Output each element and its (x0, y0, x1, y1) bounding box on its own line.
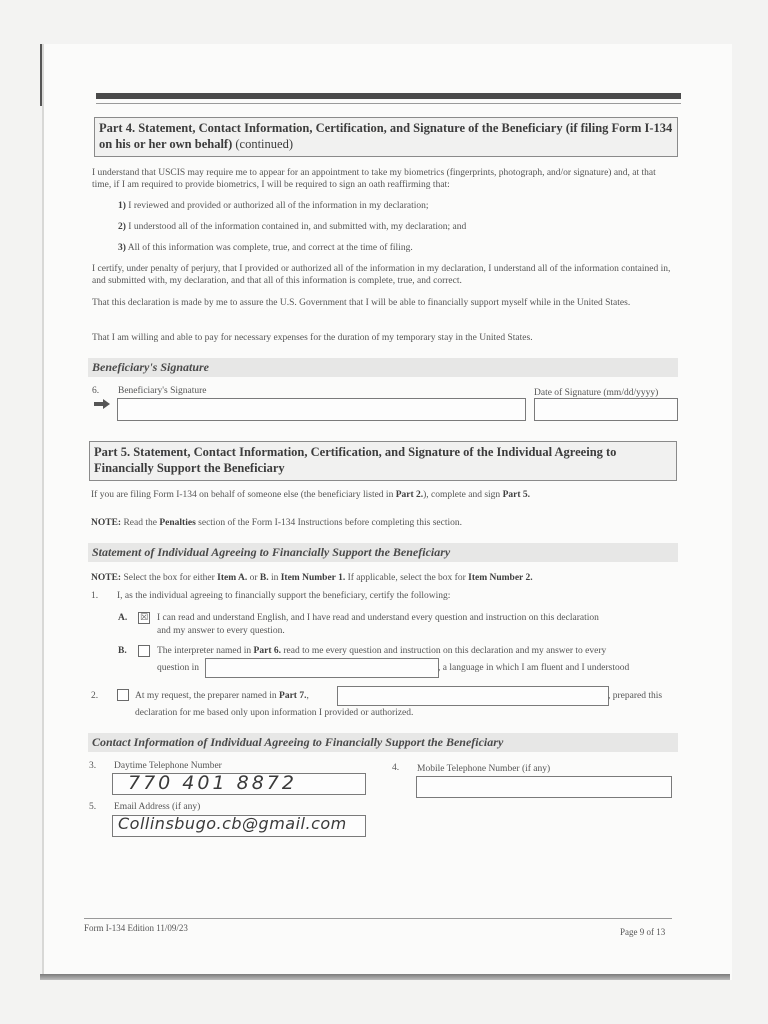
date-of-signature-label: Date of Signature (mm/dd/yyyy) (534, 388, 659, 398)
option-b-label (118, 645, 127, 657)
note-h: Item Number 2. (468, 573, 533, 583)
oath-item-2 (118, 221, 678, 233)
note-label: NOTE: (91, 573, 122, 583)
part5-intro-a: If you are filing Form I-134 on behalf of someone else (the beneficiary listed in (91, 490, 396, 500)
part4-title-suffix: (continued) (235, 137, 293, 151)
email-label: Email Address (if any) (114, 802, 201, 812)
sign-here-arrow-icon (94, 399, 110, 409)
page-bottom-edge (40, 974, 730, 980)
mobile-label: Mobile Telephone Number (if any) (417, 764, 551, 774)
item1-num: 1. (91, 591, 99, 601)
part4-intro: I understand that USCIS may require me to appear for an appointment to take my biometrics (fingerprints, photograph, and/or signature) and, at that time, if I am required to provide biometrics, I will be required to sign an oath reaffirming that: (92, 168, 656, 190)
b-text-1c: read to me every question and instruction on this declaration and my answer to every (280, 646, 607, 656)
header-rule (96, 93, 681, 99)
contact-heading: Contact Information of Individual Agreeing to Financially Support the Beneficiary (88, 733, 678, 752)
option-b-text-2a: question in (157, 663, 199, 673)
header-rule-thin (96, 103, 681, 104)
item2-c: , (306, 691, 309, 701)
note-c: section of the Form I-134 Instructions before completing this section. (195, 518, 462, 528)
phone-label: Daytime Telephone Number (114, 761, 222, 771)
option-a-letter: A. (118, 613, 128, 623)
option-a-label (118, 612, 127, 624)
part5-intro-c: ), complete and sign (423, 490, 503, 500)
item2-a: At my request, the preparer named in (135, 691, 280, 701)
email-value: Collinsbugo.cb@gmail.com (118, 814, 347, 833)
oath-item-1 (118, 200, 678, 212)
part5-title-box (89, 441, 677, 481)
b-text-1a: The interpreter named in (157, 646, 254, 656)
item2-text-e: declaration for me based only upon information I provided or authorized. (135, 708, 414, 718)
page-edge (40, 44, 42, 106)
certify-statement: I certify, under penalty of perjury, that I provided or authorized all of the information in my declaration, I understand all of the information contained in, and submitted with, my declaration, and that all of this information is complete, true, and correct. (92, 264, 671, 286)
part4-title-box (94, 117, 678, 157)
declaration-statement: That this declaration is made by me to assure the U.S. Government that I will be able to financially support myself while in the United States. (92, 298, 631, 308)
oath-item-text: I reviewed and provided or authorized all of the information in my declaration; (128, 201, 429, 211)
note-b: Penalties (159, 518, 196, 528)
option-a-text-2: and my answer to every question. (157, 626, 285, 636)
note-f: Item Number 1. (280, 573, 346, 583)
b-text-1b: Part 6. (253, 646, 281, 656)
oath-item-num: 2) (118, 222, 126, 232)
item2-text-a (135, 690, 309, 702)
item2-text-d: , prepared this (608, 691, 663, 701)
footer-page-number: Page 9 of 13 (620, 927, 666, 937)
note-b: Item A. (217, 573, 248, 583)
interpreter-language-field[interactable] (205, 658, 439, 678)
note-a: Read the (123, 518, 160, 528)
oath-item-3 (118, 242, 678, 254)
part5-intro-b: Part 2. (395, 490, 424, 500)
preparer-name-field[interactable] (337, 686, 609, 706)
item2-num: 2. (91, 691, 99, 701)
oath-item-num: 1) (118, 201, 126, 211)
option-b-checkbox[interactable] (138, 645, 150, 657)
email-num: 5. (89, 802, 97, 812)
note-label: NOTE: (91, 518, 122, 528)
daytime-phone-value: 770 401 8872 (128, 772, 297, 794)
signature-item-num: 6. (92, 386, 100, 396)
oath-item-num: 3) (118, 243, 126, 253)
option-b-text-2b: , a language in which I am fluent and I understood (438, 663, 630, 673)
note-e: in (268, 573, 281, 583)
statement-heading: Statement of Individual Agreeing to Financially Support the Beneficiary (88, 543, 678, 562)
option-b-letter: B. (118, 646, 127, 656)
oath-item-text: All of this information was complete, true, and correct at the time of filing. (127, 243, 413, 253)
item2-checkbox[interactable] (117, 689, 129, 701)
phone-num: 3. (89, 761, 97, 771)
note-g: If applicable, select the box for (345, 573, 469, 583)
part5-title: Part 5. Statement, Contact Information, Certification, and Signature of the Individual Agreeing to Financially Support the Beneficiary (94, 445, 617, 475)
option-b-text-1 (157, 645, 679, 657)
signature-label: Beneficiary's Signature (118, 386, 207, 396)
note-d: B. (259, 573, 269, 583)
mobile-phone-field[interactable] (416, 776, 672, 798)
oath-item-text: I understood all of the information contained in, and submitted with, my declaration; and (128, 222, 467, 232)
part5-note (91, 517, 681, 529)
note-c: or (247, 573, 260, 583)
willing-statement: That I am willing and able to pay for necessary expenses for the duration of my temporary stay in the United States. (92, 333, 533, 343)
option-a-text-1: I can read and understand English, and I have read and understand every question and instruction on this declaration (157, 613, 599, 623)
footer-form-edition: Form I-134 Edition 11/09/23 (84, 923, 188, 933)
statement-note (91, 572, 681, 584)
part5-intro (91, 489, 681, 501)
mobile-num: 4. (392, 763, 400, 773)
item1-text: I, as the individual agreeing to financially support the beneficiary, certify the following: (117, 591, 451, 601)
option-a-checkbox[interactable]: ☒ (139, 613, 149, 623)
date-of-signature-field[interactable] (534, 398, 678, 421)
part5-intro-d: Part 5. (502, 490, 530, 500)
beneficiary-signature-heading: Beneficiary's Signature (88, 358, 678, 377)
part4-title: Part 4. Statement, Contact Information, Certification, and Signature of the Beneficiary (if filing Form I-134 on his or her own behalf) (99, 121, 673, 151)
beneficiary-signature-field[interactable] (117, 398, 526, 421)
note-a: Select the box for either (123, 573, 218, 583)
footer-rule (84, 918, 672, 919)
item2-b: Part 7. (279, 691, 307, 701)
